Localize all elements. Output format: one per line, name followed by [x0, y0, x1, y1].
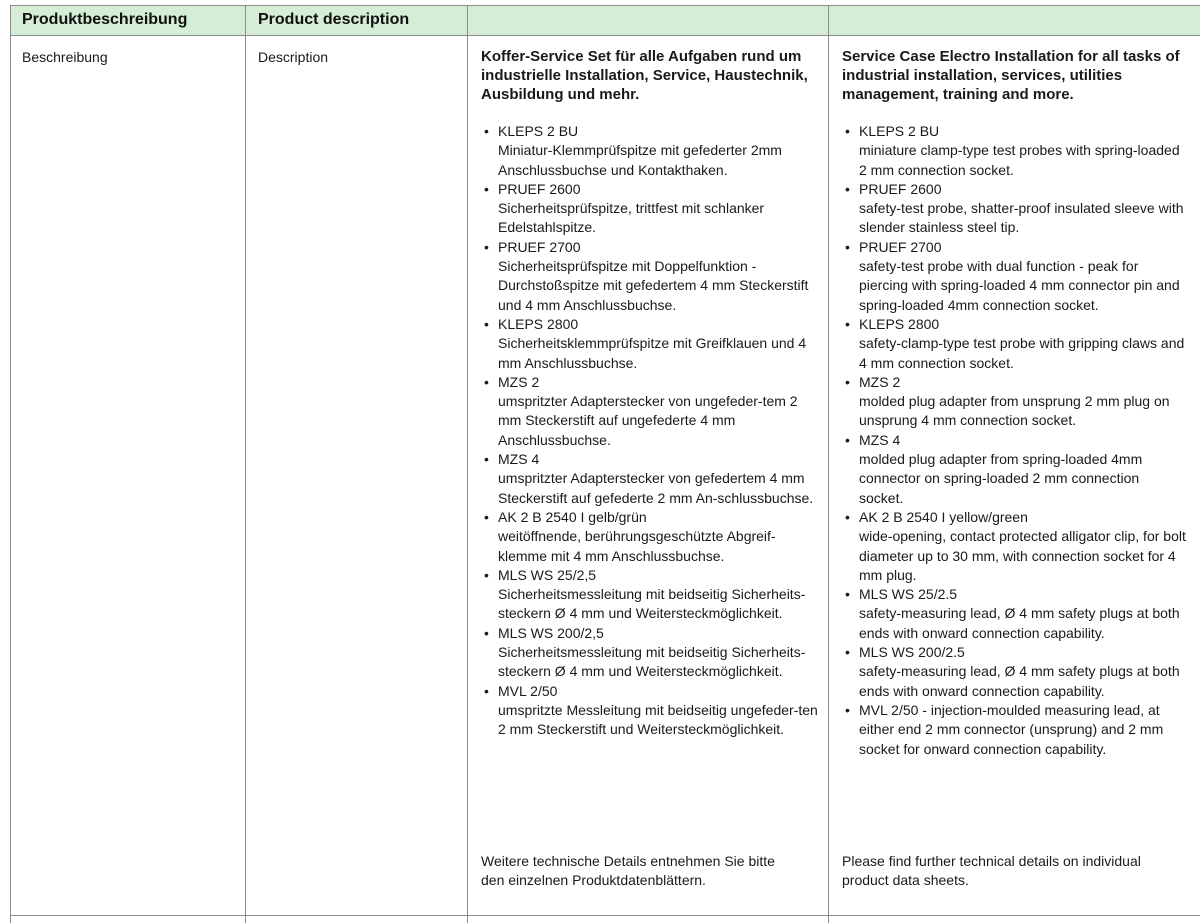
grid-line-top	[10, 5, 1200, 6]
item-code: KLEPS 2 BU	[498, 123, 579, 139]
grid-line-row-bottom	[10, 915, 1200, 916]
header-col4	[842, 5, 1182, 35]
item-code: PRUEF 2600	[859, 180, 942, 197]
item-description: safety-clamp-type test probe with gripping claws and 4 mm connection socket.	[859, 335, 1185, 371]
item-code: MLS WS 25/2,5	[498, 566, 597, 583]
item-description: umspritzter Adapterstecker von gefedertem 4 mm Steckerstift auf gefederte 2 mm An-schlussbuchse.	[498, 470, 814, 506]
item-code: AK 2 B 2540 I yellow/green	[859, 508, 1028, 525]
item-code: MLS WS 200/2,5	[498, 624, 604, 641]
english-description	[842, 47, 1187, 759]
bullet-icon: •	[484, 624, 489, 641]
item-code: KLEPS 2800	[498, 315, 579, 332]
list-item	[842, 122, 1187, 180]
item-description: weitöffnende, berührungsgeschützte Abgreif-klemme mit 4 mm Anschlussbuchse.	[498, 528, 776, 564]
grid-line-col0	[10, 5, 11, 923]
list-item	[481, 566, 821, 624]
item-description: safety-test probe, shatter-proof insulated sleeve with slender stainless steel tip.	[859, 200, 1184, 236]
item-code: MZS 2	[859, 373, 901, 390]
bullet-icon: •	[845, 238, 850, 255]
item-description: wide-opening, contact protected alligator clip, for bolt diameter up to 30 mm, with connection socket for 4 mm plug.	[859, 528, 1186, 583]
grid-line-col1	[245, 5, 246, 923]
list-item	[842, 701, 1187, 759]
list-item	[481, 508, 821, 566]
item-description: miniature clamp-type test probes with spring-loaded 2 mm connection socket.	[859, 142, 1180, 178]
german-title: Koffer-Service Set für alle Aufgaben rund um industrielle Installation, Service, Haustechnik, Ausbildung und mehr.	[481, 48, 808, 103]
list-item	[842, 643, 1187, 701]
list-item	[481, 682, 821, 740]
list-item	[842, 238, 1187, 315]
list-item	[842, 373, 1187, 431]
item-description: Sicherheitsprüfspitze, trittfest mit schlanker Edelstahlspitze.	[498, 200, 765, 236]
bullet-icon: •	[845, 701, 850, 718]
item-description: safety-measuring lead, Ø 4 mm safety plugs at both ends with onward connection capability.	[859, 663, 1180, 699]
list-item	[842, 315, 1187, 373]
header-col3	[481, 5, 821, 35]
grid-line-col2	[467, 5, 468, 923]
bullet-icon: •	[845, 508, 850, 525]
list-item	[842, 585, 1187, 643]
bullet-icon: •	[845, 431, 850, 448]
header-product-description-en: Product description	[258, 11, 410, 28]
list-item	[481, 180, 821, 238]
bullet-icon: •	[845, 315, 850, 332]
list-item	[842, 180, 1187, 238]
header-product-description-de: Produktbeschreibung	[22, 11, 188, 28]
grid-line-header-bottom	[10, 35, 1200, 36]
bullet-icon: •	[484, 508, 489, 525]
item-description: safety-measuring lead, Ø 4 mm safety plugs at both ends with onward connection capability.	[859, 605, 1180, 641]
item-description: MVL 2/50 - injection-moulded measuring lead, at either end 2 mm connector (unsprung) and 2 mm socket for onward connection capability.	[859, 701, 1164, 757]
bullet-icon: •	[484, 373, 489, 390]
row-label-beschreibung: Beschreibung	[22, 49, 108, 65]
item-code: MLS WS 25/2.5	[859, 586, 958, 603]
item-description: Sicherheitsklemmprüfspitze mit Greifklauen und 4 mm Anschlussbuchse.	[498, 335, 807, 371]
bullet-icon: •	[484, 123, 489, 139]
list-item	[481, 373, 821, 450]
bullet-icon: •	[845, 586, 850, 603]
item-description: umspritzte Messleitung mit beidseitig ungefeder-ten 2 mm Steckerstift und Weitersteckmöglichkeit.	[498, 701, 818, 738]
bullet-icon: •	[484, 566, 489, 583]
item-description: molded plug adapter from unsprung 2 mm plug on unsprung 4 mm connection socket.	[859, 393, 1170, 429]
bullet-icon: •	[845, 373, 850, 390]
item-description: molded plug adapter from spring-loaded 4mm connector on spring-loaded 2 mm connection socket.	[859, 451, 1143, 506]
bullet-icon: •	[484, 238, 489, 255]
item-code: MLS WS 200/2.5	[859, 644, 965, 661]
list-item	[481, 122, 821, 180]
item-description: safety-test probe with dual function - peak for piercing with spring-loaded 4 mm connector pin and spring-loaded 4mm connection socket.	[859, 258, 1180, 313]
row-label-description: Description	[258, 49, 329, 65]
bullet-icon: •	[845, 123, 850, 139]
item-code: KLEPS 2 BU	[859, 123, 940, 139]
bullet-icon: •	[484, 451, 489, 468]
bullet-icon: •	[484, 315, 489, 332]
item-description: Sicherheitsprüfspitze mit Doppelfunktion - Durchstoßspitze mit gefedertem 4 mm Steckerstift und 4 mm Anschlussbuchse.	[498, 258, 809, 313]
german-description	[481, 47, 821, 740]
item-code: MVL 2/50	[498, 682, 558, 699]
item-code: AK 2 B 2540 I gelb/grün	[498, 508, 647, 525]
list-item	[481, 315, 821, 373]
item-code: PRUEF 2600	[498, 180, 581, 197]
list-item	[481, 450, 821, 508]
list-item	[481, 624, 821, 682]
german-item-list	[481, 122, 821, 740]
list-item	[842, 431, 1187, 508]
bullet-icon: •	[845, 644, 850, 661]
english-title: Service Case Electro Installation for all tasks of industrial installation, services, utilities management, training and more.	[842, 48, 1180, 103]
english-item-list	[842, 122, 1187, 759]
item-description: Sicherheitsmessleitung mit beidseitig Sicherheits-steckern Ø 4 mm und Weitersteckmöglichkeit.	[498, 644, 806, 680]
item-description: umspritzter Adapterstecker von ungefeder-tem 2 mm Steckerstift auf ungefederte 4 mm Anschlussbuchse.	[498, 393, 798, 448]
bullet-icon: •	[484, 682, 489, 699]
item-code: PRUEF 2700	[498, 238, 581, 255]
bullet-icon: •	[845, 180, 850, 197]
list-item	[842, 508, 1187, 585]
item-description: Sicherheitsmessleitung mit beidseitig Sicherheits-steckern Ø 4 mm und Weitersteckmöglichkeit.	[498, 586, 806, 622]
german-footer-note: Weitere technische Details entnehmen Sie bitte den einzelnen Produktdatenblättern.	[481, 853, 775, 888]
item-code: MZS 2	[498, 373, 540, 390]
list-item	[481, 238, 821, 315]
item-code: KLEPS 2800	[859, 315, 940, 332]
grid-line-col3	[828, 5, 829, 923]
item-code: PRUEF 2700	[859, 238, 942, 255]
item-description: Miniatur-Klemmprüfspitze mit gefederter 2mm Anschlussbuchse und Kontakthaken.	[498, 142, 782, 178]
english-footer-note: Please find further technical details on individual product data sheets.	[842, 853, 1141, 888]
item-code: MZS 4	[498, 451, 540, 468]
item-code: MZS 4	[859, 431, 901, 448]
bullet-icon: •	[484, 180, 489, 197]
